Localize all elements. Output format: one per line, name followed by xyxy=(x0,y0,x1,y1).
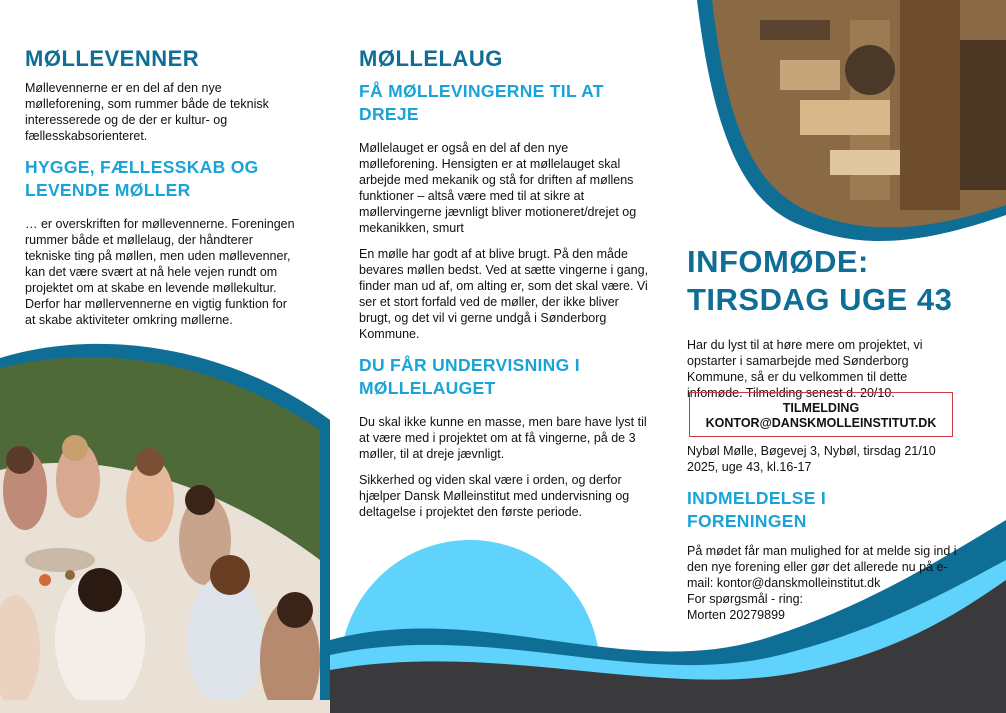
phone-contact: Morten 20279899 xyxy=(687,608,785,622)
mollevinger-heading xyxy=(359,80,649,126)
picnic-photo xyxy=(0,344,330,713)
mollelaug-title: MØLLELAUG xyxy=(359,46,503,71)
mollevinger-heading-line1: FÅ MØLLEVINGERNE TIL AT xyxy=(359,81,604,101)
hygge-heading-line2: LEVENDE MØLLER xyxy=(25,180,191,200)
mollelaug-paragraph-4: Sikkerhed og viden skal være i orden, og derfor hjælper Dansk Mølleinstitut med undervisning og deltagelse i projektet den første periode. xyxy=(359,473,630,519)
infomode-intro: Har du lyst til at høre mere om projektet, vi opstarter i samarbejde med Sønderborg Kommune, så er du velkommen til dette infomøde. Tilmelding senest d. 20/10. xyxy=(687,338,923,400)
mollelaug-paragraph-2: En mølle har godt af at blive brugt. På den måde bevares møllen bedst. Ved at sætte vingerne i gang, finder man ud af, om alting er, som det skal være. Vi ser et stort forfald ved de møller, der ikke bliver brugt, og det vil vi gerne undgå i Sønderborg Kommune. xyxy=(359,247,649,341)
mollelaug-paragraph-3: Du skal ikke kunne en masse, men bare have lyst til at være med i projektet om at få vingerne, på de 3 møller, til at dreje jævnligt. xyxy=(359,415,647,461)
mollevinger-heading-line2: DREJE xyxy=(359,104,419,124)
indmeldelse-heading xyxy=(687,487,959,533)
signup-box[interactable] xyxy=(689,392,953,437)
indmeldelse-body: På mødet får man mulighed for at melde sig ind i den nye forening eller gør det allerede nu på e-mail: kontor@danskmolleinstitut.dk xyxy=(687,544,957,590)
mollevenner-title: MØLLEVENNER xyxy=(25,46,200,71)
mollelaug-paragraph-1: Møllelauget er også en del af den nye mølleforening. Hensigten er at møllelauget skal arbejde med mekanik og stå for driften af møllens funktioner – altså være med til at sikre at møllervingerne jævnligt bliver motioneret/drejet og mekanikken, smurt xyxy=(359,141,637,235)
infomode-title-line2: TIRSDAG UGE 43 xyxy=(687,282,953,317)
indmeldelse-heading-line2: FORENINGEN xyxy=(687,511,807,531)
hygge-heading xyxy=(25,156,300,202)
middle-column xyxy=(359,46,649,520)
infomode-title-line1: INFOMØDE: xyxy=(687,244,869,279)
undervisning-heading-line1: DU FÅR UNDERVISNING I xyxy=(359,355,580,375)
mill-interior-photo xyxy=(697,0,1006,241)
phone-label: For spørgsmål - ring: xyxy=(687,592,803,606)
signup-label: TILMELDING xyxy=(782,401,860,415)
right-column-lower xyxy=(687,443,959,623)
left-column xyxy=(25,46,300,328)
undervisning-heading-line2: MØLLELAUGET xyxy=(359,378,496,398)
meeting-location: Nybøl Mølle, Bøgevej 3, Nybøl, tirsdag 21/10 2025, uge 43, kl.16-17 xyxy=(687,444,936,474)
right-column xyxy=(687,243,959,401)
undervisning-heading xyxy=(359,354,649,400)
signup-email-link[interactable]: KONTOR@DANSKMOLLEINSTITUT.DK xyxy=(705,416,937,430)
mollevenner-body: … er overskriften for møllevennerne. Foreningen rummer både et møllelaug, der håndterer tekniske ting på møllen, men uden møllevenner, kan det være svært at nå hele vejen rundt om projektet om at skabe en levende møllekultur. Derfor har møllervennerne en vigtig funktion for at skabe aktiviteter omkring møllerne. xyxy=(25,217,295,327)
hygge-heading-line1: HYGGE, FÆLLESSKAB OG xyxy=(25,157,259,177)
mollevenner-intro: Møllevennerne er en del af den nye mølleforening, som rummer både de teknisk interesserede og de der er kultur- og fællesskabsorienteret. xyxy=(25,81,269,143)
indmeldelse-heading-line1: INDMELDELSE I xyxy=(687,488,827,508)
infomode-title xyxy=(687,243,959,319)
